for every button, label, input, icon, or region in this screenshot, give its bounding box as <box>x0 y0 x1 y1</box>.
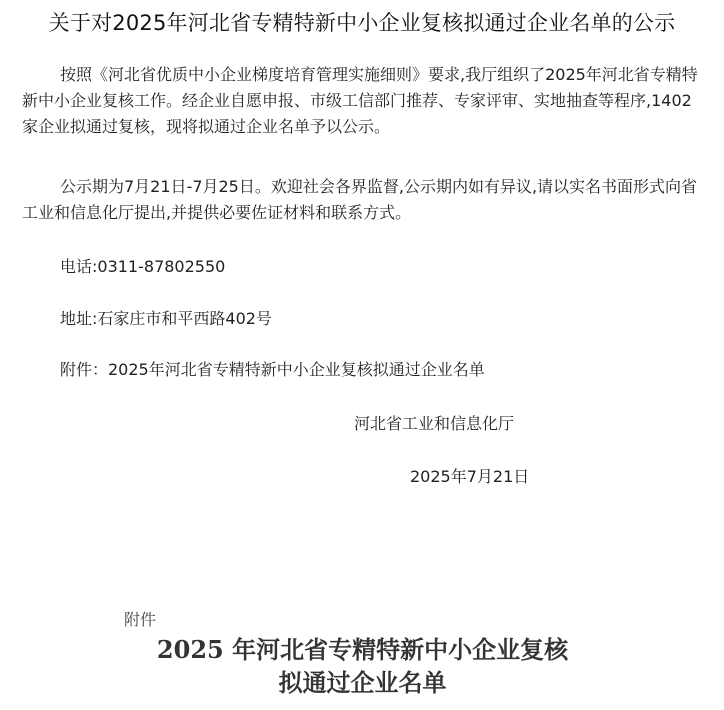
signature-date: 2025年7月21日 <box>410 467 530 486</box>
attachment-label: 附件 <box>124 610 157 629</box>
notice-paragraph-publicity-period: 公示期为7月21日-7月25日。欢迎社会各界监督,公示期内如有异议,请以实名书面形式向省工业和信息化厅提出,并提供必要佐证材料和联系方式。 <box>22 177 698 222</box>
attachment-title-line2: 拟通过企业名单 <box>278 668 447 697</box>
contact-phone: 电话:0311-87802550 <box>60 257 226 276</box>
signature-organization: 河北省工业和信息化厅 <box>354 414 515 433</box>
attachment-reference: 附件：2025年河北省专精特新中小企业复核拟通过企业名单 <box>60 360 485 379</box>
notice-title: 关于对2025年河北省专精特新中小企业复核拟通过企业名单的公示 <box>48 11 676 35</box>
notice-paragraph-requirements: 按照《河北省优质中小企业梯度培育管理实施细则》要求,我厅组织了2025年河北省专精特新中小企业复核工作。经企业自愿申报、市级工信部门推荐、专家评审、实地抽查等程序,1402家企业拟通过复核，现将拟通过企业名单予以公示。 <box>22 65 698 136</box>
contact-address: 地址:石家庄市和平西路402号 <box>60 309 272 328</box>
attachment-title-line1: 2025 年河北省专精特新中小企业复核 <box>156 635 569 664</box>
